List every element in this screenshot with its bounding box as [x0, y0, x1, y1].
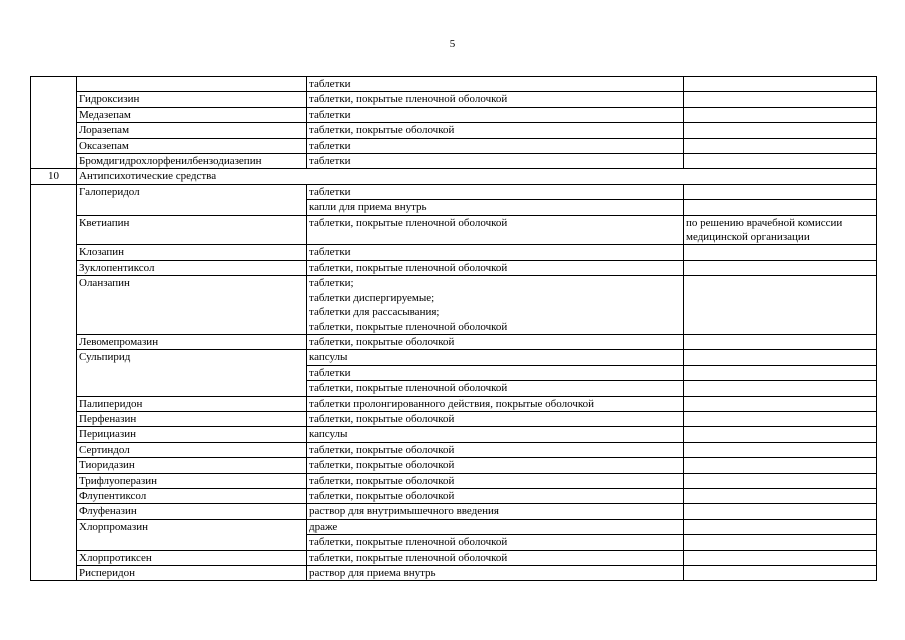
drug-name-cell: Хлорпротиксен: [77, 550, 307, 565]
dosage-form-cell: раствор для приема внутрь: [307, 566, 684, 581]
section-row: [31, 169, 877, 184]
note-cell: [684, 334, 877, 349]
table-row: [31, 411, 877, 426]
dosage-form-cell: драже: [307, 519, 684, 534]
row-number-cell: [31, 154, 77, 169]
drug-name-cell: [77, 365, 307, 380]
table-row: [31, 550, 877, 565]
note-cell: [684, 123, 877, 138]
table-row: [31, 107, 877, 122]
drug-name-cell: [77, 200, 307, 215]
drug-name-cell: Рисперидон: [77, 566, 307, 581]
table-row: [31, 184, 877, 199]
row-number-cell: [31, 411, 77, 426]
note-cell: [684, 260, 877, 275]
note-cell: [684, 488, 877, 503]
drug-name-cell: Сульпирид: [77, 350, 307, 365]
row-number-cell: [31, 442, 77, 457]
dosage-form-cell: таблетки, покрытые пленочной оболочкой: [307, 535, 684, 550]
dosage-form-cell: таблетки, покрытые пленочной оболочкой: [307, 215, 684, 245]
table-row: [31, 350, 877, 365]
drug-name-cell: Сертиндол: [77, 442, 307, 457]
note-cell: [684, 107, 877, 122]
note-cell: [684, 92, 877, 107]
row-number-cell: [31, 200, 77, 215]
table-row: [31, 334, 877, 349]
drug-name-cell: Перициазин: [77, 427, 307, 442]
note-cell: [684, 427, 877, 442]
note-cell: [684, 550, 877, 565]
dosage-form-cell: таблетки, покрытые оболочкой: [307, 442, 684, 457]
note-cell: [684, 566, 877, 581]
row-number-cell: [31, 260, 77, 275]
row-number-cell: [31, 535, 77, 550]
dosage-form-cell: таблетки: [307, 77, 684, 92]
row-number-cell: [31, 107, 77, 122]
drug-name-cell: Оланзапин: [77, 276, 307, 335]
row-number-cell: 10: [31, 169, 77, 184]
row-number-cell: [31, 519, 77, 534]
dosage-form-cell: таблетки, покрытые оболочкой: [307, 334, 684, 349]
note-cell: [684, 365, 877, 380]
row-number-cell: [31, 92, 77, 107]
section-title: Антипсихотические средства: [77, 169, 877, 184]
table-row: [31, 488, 877, 503]
drug-name-cell: Кветиапин: [77, 215, 307, 245]
drug-name-cell: Медазепам: [77, 107, 307, 122]
dosage-form-cell: таблетки, покрытые оболочкой: [307, 123, 684, 138]
dosage-form-cell: таблетки пролонгированного действия, покрытые оболочкой: [307, 396, 684, 411]
dosage-form-cell: таблетки, покрытые пленочной оболочкой: [307, 260, 684, 275]
dosage-form-cell: таблетки, покрытые оболочкой: [307, 458, 684, 473]
table-body: [31, 77, 877, 581]
table-row: [31, 396, 877, 411]
note-cell: [684, 381, 877, 396]
note-cell: [684, 276, 877, 335]
note-cell: [684, 519, 877, 534]
dosage-form-cell: таблетки, покрытые пленочной оболочкой: [307, 92, 684, 107]
table-row: [31, 245, 877, 260]
drug-name-cell: Бромдигидрохлорфенилбензодиазепин: [77, 154, 307, 169]
row-number-cell: [31, 215, 77, 245]
table-row: [31, 123, 877, 138]
note-cell: [684, 396, 877, 411]
dosage-form-cell: таблетки: [307, 107, 684, 122]
dosage-form-cell: капли для приема внутрь: [307, 200, 684, 215]
drug-name-cell: Флупентиксол: [77, 488, 307, 503]
row-number-cell: [31, 350, 77, 365]
dosage-form-cell: таблетки; таблетки диспергируемые; таблетки для рассасывания; таблетки, покрытые пленочной оболочкой: [307, 276, 684, 335]
table-row: [31, 458, 877, 473]
note-cell: [684, 473, 877, 488]
row-number-cell: [31, 504, 77, 519]
note-cell: [684, 504, 877, 519]
drug-name-cell: Тиоридазин: [77, 458, 307, 473]
table-row: [31, 276, 877, 335]
table-row: [31, 381, 877, 396]
note-cell: [684, 200, 877, 215]
dosage-form-cell: таблетки: [307, 365, 684, 380]
note-cell: [684, 442, 877, 457]
note-cell: [684, 154, 877, 169]
row-number-cell: [31, 245, 77, 260]
row-number-cell: [31, 566, 77, 581]
row-number-cell: [31, 123, 77, 138]
drug-name-cell: [77, 77, 307, 92]
dosage-form-cell: капсулы: [307, 427, 684, 442]
dosage-form-cell: таблетки, покрытые оболочкой: [307, 488, 684, 503]
dosage-form-cell: таблетки: [307, 154, 684, 169]
note-cell: [684, 245, 877, 260]
drug-name-cell: Перфеназин: [77, 411, 307, 426]
page-number: 5: [449, 38, 456, 50]
row-number-cell: [31, 427, 77, 442]
table-row: [31, 473, 877, 488]
dosage-form-cell: таблетки: [307, 184, 684, 199]
note-cell: [684, 350, 877, 365]
drug-name-cell: Левомепромазин: [77, 334, 307, 349]
row-number-cell: [31, 473, 77, 488]
dosage-form-cell: таблетки, покрытые пленочной оболочкой: [307, 550, 684, 565]
drug-name-cell: Галоперидол: [77, 184, 307, 199]
row-number-cell: [31, 381, 77, 396]
row-number-cell: [31, 396, 77, 411]
table-row: [31, 77, 877, 92]
drug-name-cell: Трифлуоперазин: [77, 473, 307, 488]
table-row: [31, 365, 877, 380]
drug-name-cell: Зуклопентиксол: [77, 260, 307, 275]
table-row: [31, 92, 877, 107]
table-row: [31, 519, 877, 534]
table-row: [31, 215, 877, 245]
row-number-cell: [31, 550, 77, 565]
row-number-cell: [31, 365, 77, 380]
row-number-cell: [31, 334, 77, 349]
dosage-form-cell: капсулы: [307, 350, 684, 365]
drug-name-cell: Лоразепам: [77, 123, 307, 138]
dosage-form-cell: таблетки, покрытые оболочкой: [307, 473, 684, 488]
drug-name-cell: Клозапин: [77, 245, 307, 260]
note-cell: [684, 411, 877, 426]
dosage-form-cell: таблетки, покрытые оболочкой: [307, 411, 684, 426]
table-row: [31, 427, 877, 442]
note-cell: по решению врачебной комиссии медицинской организации: [684, 215, 877, 245]
dosage-form-cell: таблетки: [307, 245, 684, 260]
row-number-cell: [31, 77, 77, 92]
table-row: [31, 535, 877, 550]
note-cell: [684, 458, 877, 473]
table-row: [31, 504, 877, 519]
table-row: [31, 566, 877, 581]
note-cell: [684, 138, 877, 153]
drug-name-cell: [77, 381, 307, 396]
row-number-cell: [31, 184, 77, 199]
drug-name-cell: Палиперидон: [77, 396, 307, 411]
dosage-form-cell: таблетки: [307, 138, 684, 153]
drug-name-cell: Хлорпромазин: [77, 519, 307, 534]
drug-name-cell: Оксазепам: [77, 138, 307, 153]
row-number-cell: [31, 138, 77, 153]
table-row: [31, 260, 877, 275]
row-number-cell: [31, 276, 77, 335]
note-cell: [684, 184, 877, 199]
table-row: [31, 200, 877, 215]
table-row: [31, 442, 877, 457]
drug-name-cell: [77, 535, 307, 550]
dosage-form-cell: раствор для внутримышечного введения: [307, 504, 684, 519]
drug-name-cell: Флуфеназин: [77, 504, 307, 519]
row-number-cell: [31, 458, 77, 473]
table-row: [31, 154, 877, 169]
dosage-form-cell: таблетки, покрытые пленочной оболочкой: [307, 381, 684, 396]
drug-name-cell: Гидроксизин: [77, 92, 307, 107]
row-number-cell: [31, 488, 77, 503]
note-cell: [684, 535, 877, 550]
table-row: [31, 138, 877, 153]
note-cell: [684, 77, 877, 92]
drug-table: [30, 76, 877, 581]
